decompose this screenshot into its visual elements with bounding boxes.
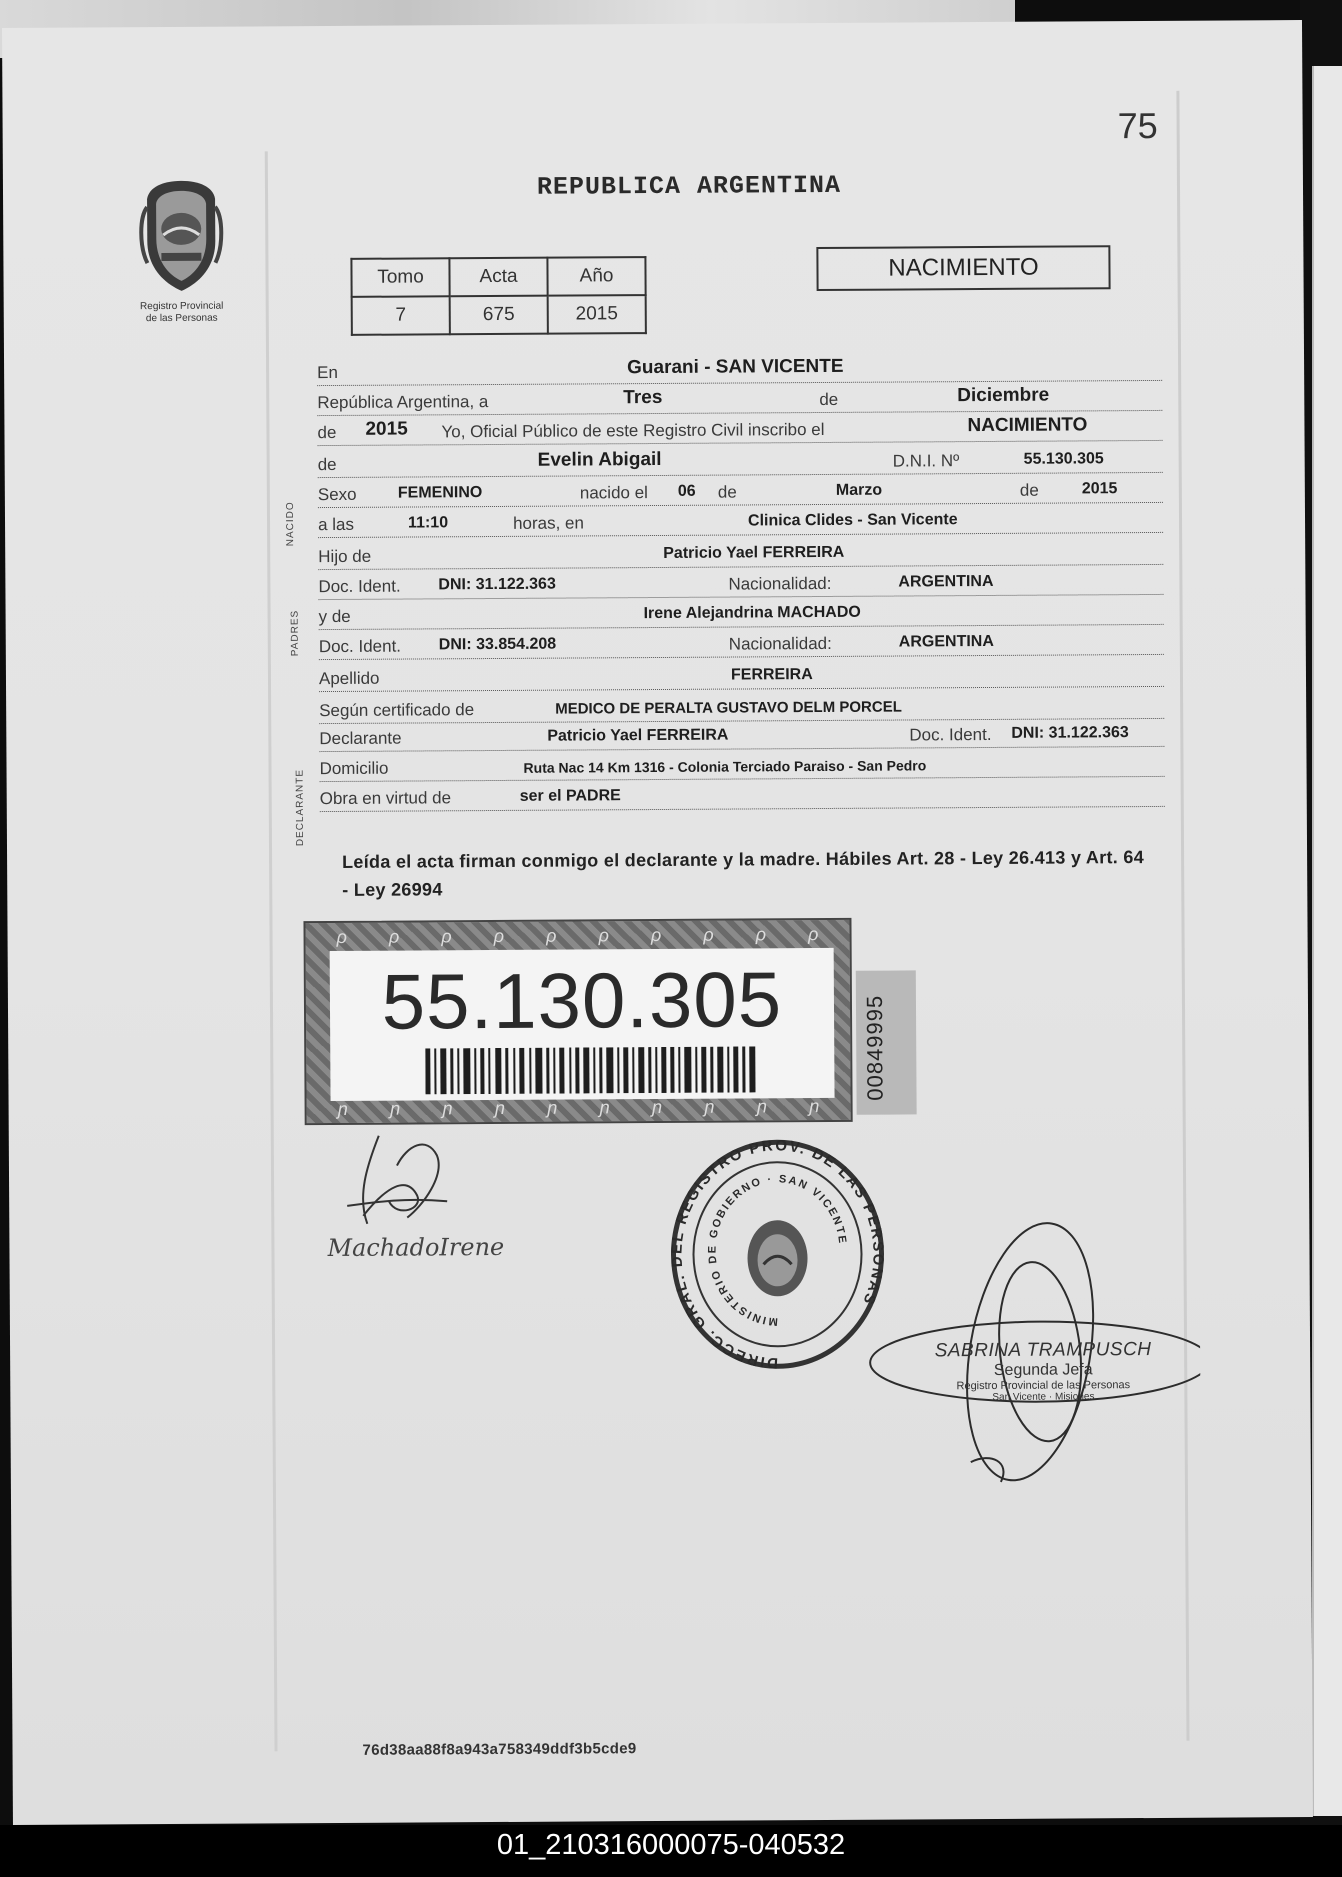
register-header-anio: Año (547, 257, 645, 296)
stamp-outer-text: DIRECC. GRAL. DEL REGISTRO PROV. DE LAS PERSONAS (668, 1137, 887, 1372)
register-acta: 675 (450, 296, 548, 335)
signer-org: Registro Provincial de las Personas (956, 1379, 1131, 1393)
value-birth-year: 2015 (1081, 480, 1118, 498)
row-time (318, 503, 1163, 538)
register-tomo: 7 (352, 296, 450, 335)
row-mother-doc (319, 625, 1164, 660)
value-declarant-doc: DNI: 31.122.363 (1011, 724, 1129, 742)
label-horas: horas, en (512, 513, 584, 533)
signer-place: San Vicente · Misiones (992, 1391, 1095, 1403)
sticker-pattern-top: ρ ρ ρ ρ ρ ρ ρ ρ ρ ρ (336, 923, 819, 947)
page-number: 75 (1117, 104, 1158, 147)
label-republica: República Argentina, a (317, 392, 489, 413)
margin-line (265, 151, 278, 1751)
value-year: 2015 (365, 418, 408, 440)
label-obra: Obra en virtud de (319, 788, 452, 809)
label-docident-father: Doc. Ident. (318, 576, 401, 597)
document-hash: 76d38aa88f8a943a758349ddf3b5cde9 (362, 1740, 637, 1759)
mother-signature (327, 1105, 568, 1271)
document-title: REPUBLICA ARGENTINA (536, 170, 842, 202)
value-declarant: Patricio Yael FERREIRA (547, 726, 729, 745)
signer-role: Segunda Jefa (993, 1361, 1093, 1379)
label-nacido: nacido el (579, 483, 648, 503)
emblem-caption (122, 301, 242, 326)
value-capacity: ser el PADRE (519, 787, 621, 805)
label-domicilio: Domicilio (319, 758, 389, 779)
register-header-acta: Acta (449, 258, 547, 297)
value-father: Patricio Yael FERREIRA (663, 543, 845, 562)
value-mother-doc: DNI: 33.854.208 (438, 635, 557, 654)
value-month: Diciembre (957, 384, 1050, 407)
register-header-tomo: Tomo (351, 258, 449, 297)
coat-of-arms-icon (133, 177, 230, 298)
value-sex: FEMENINO (397, 484, 483, 502)
label-nacionalidad-mother: Nacionalidad: (728, 633, 832, 654)
security-sticker (303, 918, 852, 1125)
sticker-number: 55.130.305 (381, 955, 783, 1046)
label-de-year: de (317, 422, 337, 443)
row-capacity (320, 777, 1165, 812)
value-mother-nationality: ARGENTINA (898, 632, 994, 651)
sticker-serial: 00849995 (861, 994, 888, 1101)
label-de-birth: de (717, 482, 737, 502)
value-surname: FERREIRA (730, 666, 813, 684)
label-dni: D.N.I. Nº (892, 451, 960, 471)
sticker-label (330, 948, 835, 1101)
label-de-birth-year: de (1019, 480, 1039, 500)
serial-tab (856, 970, 917, 1114)
label-officer: Yo, Oficial Público de este Registro Civil inscribo el (441, 419, 825, 442)
side-label-declarante: DECLARANTE (294, 768, 307, 847)
emblem-caption-line2: de las Personas (145, 312, 218, 325)
adjacent-paper (1312, 66, 1342, 1816)
emblem (121, 177, 242, 326)
side-label-nacido: NACIDO (284, 501, 297, 547)
value-father-doc: DNI: 31.122.363 (438, 575, 556, 594)
label-apellido: Apellido (318, 668, 380, 689)
emblem-caption-line1: Registro Provincial (139, 300, 224, 313)
value-place: Guarani - SAN VICENTE (627, 355, 844, 379)
mother-signature-icon (327, 1105, 568, 1266)
act-type-box: NACIMIENTO (816, 245, 1110, 291)
value-birth-month: Marzo (835, 481, 883, 499)
label-de-name: de (317, 454, 337, 475)
barcode-icon (425, 1046, 765, 1094)
value-certificate: MEDICO DE PERALTA GUSTAVO DELM PORCEL (555, 698, 902, 718)
value-time: 11:10 (407, 514, 449, 532)
side-label-padres: PADRES (289, 609, 301, 657)
value-name: Evelin Abigail (537, 448, 662, 471)
value-act-word: NACIMIENTO (967, 414, 1088, 437)
label-nacionalidad-father: Nacionalidad: (728, 573, 832, 594)
birth-certificate-sheet (2, 20, 1313, 1825)
register-table (350, 256, 646, 336)
label-certificado: Según certificado de (319, 700, 475, 721)
label-de: de (819, 389, 839, 410)
certificate-form (317, 351, 1162, 809)
mother-signature-text: MachadoIrene (327, 1232, 505, 1263)
register-value-row (352, 295, 646, 335)
label-yde: y de (318, 606, 351, 627)
sticker-pattern-bottom: ɲ ɲ ɲ ɲ ɲ ɲ ɲ ɲ ɲ ɲ (337, 1095, 820, 1119)
value-father-nationality: ARGENTINA (898, 572, 994, 591)
signer-block (928, 1339, 1158, 1403)
label-docident-declarant: Doc. Ident. (909, 724, 992, 745)
row-surname (319, 657, 1164, 692)
value-address: Ruta Nac 14 Km 1316 - Colonia Terciado Paraiso - San Pedro (523, 757, 927, 776)
value-birth-place: Clinica Clides - San Vicente (747, 511, 958, 530)
register-header-row (351, 257, 645, 297)
signer-name: SABRINA TRAMPUSCH (934, 1339, 1152, 1362)
label-docident-mother: Doc. Ident. (318, 636, 402, 657)
label-sexo: Sexo (317, 484, 357, 505)
label-hijo: Hijo de (318, 546, 372, 567)
file-id: 01_210316000075-040532 (496, 1829, 846, 1861)
label-declarante: Declarante (319, 728, 402, 749)
value-dni: 55.130.305 (1023, 450, 1104, 468)
label-alas: a las (317, 514, 355, 535)
label-en: En (317, 362, 338, 383)
value-mother: Irene Alejandrina MACHADO (643, 603, 861, 623)
value-birth-day: 06 (677, 482, 696, 500)
row-year (317, 411, 1162, 446)
value-day-words: Tres (623, 386, 663, 409)
stamp-inner-text: MINISTERIO DE GOBIERNO · SAN VICENTE (706, 1173, 849, 1328)
closing-statement: Leída el acta firman conmigo el declarante y la madre. Hábiles Art. 28 - Ley 26.413 y Art. 64 - Ley 26994 (342, 847, 1145, 900)
register-anio: 2015 (548, 295, 646, 334)
